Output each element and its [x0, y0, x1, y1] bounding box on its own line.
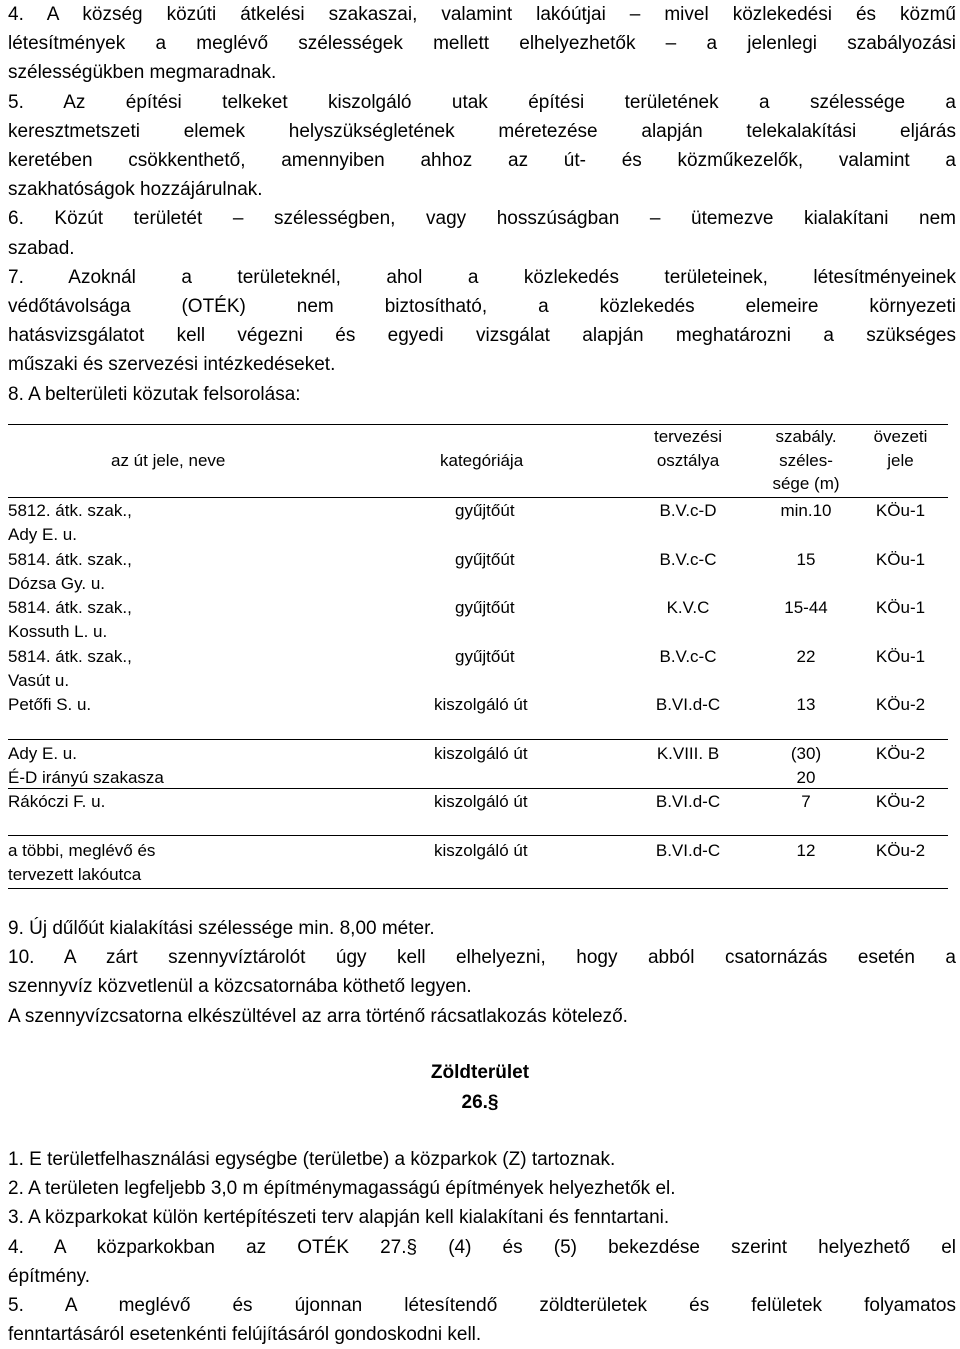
- row-name: 5812. átk. szak., Ady E. u.: [8, 501, 132, 544]
- row-category: kiszolgáló út: [434, 792, 528, 811]
- row-zone: KÖu-1: [875, 550, 926, 569]
- section-heading: Zöldterület: [430, 1062, 530, 1083]
- green-paragraph-1: 1. E területfelhasználási egységbe (területbe) a közparkok (Z) tartoznak.: [8, 1149, 616, 1170]
- row-category: kiszolgáló út: [434, 695, 528, 714]
- row-divider: [8, 788, 948, 789]
- after-table-text: [8, 914, 956, 1031]
- row-divider: [8, 835, 948, 836]
- paragraph-7-line-4: műszaki és szervezési intézkedéseket.: [8, 354, 336, 376]
- header-name: az út jele, neve: [111, 451, 226, 470]
- row-width: 22: [796, 647, 816, 666]
- row-zone: KÖu-2: [875, 841, 926, 860]
- paragraph-10-line-2: szennyvíz közvetlenül a közcsatornába köthető legyen.: [8, 976, 472, 998]
- row-zone: KÖu-1: [875, 598, 926, 617]
- row-class: B.V.c-C: [659, 550, 717, 569]
- green-paragraph-5-line-2: fenntartásáról esetenkénti felújításáról gondoskodni kell.: [8, 1324, 482, 1346]
- header-bottom-rule: [8, 497, 948, 498]
- row-zone: KÖu-2: [875, 744, 926, 763]
- row-name: 5814. átk. szak., Kossuth L. u.: [8, 598, 132, 641]
- row-category: gyűjtőút: [455, 501, 515, 520]
- paragraph-5-line-1: 5. Az építési telkeket kiszolgáló utak építési területének a szélessége a: [8, 91, 956, 113]
- row-width: 7: [801, 792, 811, 811]
- green-paragraph-5-line-1: 5. A meglévő és újonnan létesítendő zöldterületek és felületek folyamatos: [8, 1295, 956, 1317]
- header-category: kategóriája: [440, 451, 524, 470]
- row-name: Petőfi S. u.: [8, 695, 92, 714]
- row-name: Rákóczi F. u.: [8, 792, 106, 811]
- green-paragraph-4-line-1: 4. A közparkokban az OTÉK 27.§ (4) és (5) bekezdése szerint helyezhető el: [8, 1236, 956, 1258]
- row-zone: KÖu-2: [875, 695, 926, 714]
- paragraph-9: 9. Új dűlőút kialakítási szélessége min. 8,00 méter.: [8, 918, 435, 939]
- row-category: gyűjtőút: [455, 550, 515, 569]
- row-zone: KÖu-2: [875, 792, 926, 811]
- row-divider: [8, 739, 948, 740]
- paragraph-10-line-3: A szennyvízcsatorna elkészültével az arra történő rácsatlakozás kötelező.: [8, 1005, 628, 1027]
- row-class: B.V.c-C: [659, 647, 717, 666]
- paragraph-4-line-3: szélességükben megmaradnak.: [8, 62, 277, 84]
- row-category: kiszolgáló út: [434, 744, 528, 763]
- paragraph-6-line-1: 6. Közút területét – szélességben, vagy hosszúságban – ütemezve kialakítani nem: [8, 208, 956, 230]
- row-class: B.VI.d-C: [655, 792, 721, 811]
- row-width: (30) 20: [790, 744, 822, 787]
- green-paragraph-3: 3. A közparkokat külön kertépítészeti terv alapján kell kialakítani és fenntartani.: [8, 1207, 670, 1229]
- paragraph-8: 8. A belterületi közutak felsorolása:: [8, 383, 301, 405]
- table-bottom-rule: [8, 888, 948, 889]
- header-class: tervezési osztálya: [653, 427, 723, 470]
- row-category: gyűjtőút: [455, 647, 515, 666]
- row-class: B.VI.d-C: [655, 695, 721, 714]
- paragraph-4-line-2: létesítmények a meglévő szélességek mellett elhelyezhetők – a jelenlegi szabályozási: [8, 33, 956, 55]
- row-zone: KÖu-1: [875, 647, 926, 666]
- row-name: Ady E. u. É-D irányú szakasza: [8, 744, 164, 787]
- row-width: 15: [796, 550, 816, 569]
- paragraph-7-line-2: védőtávolsága (OTÉK) nem biztosítható, a közlekedés elemeire környezeti: [8, 296, 956, 318]
- document-page: [8, 0, 956, 409]
- green-paragraph-2: 2. A területen legfeljebb 3,0 m építménymagasságú építmények helyezhetők el.: [8, 1178, 676, 1200]
- row-width: 12: [796, 841, 816, 860]
- paragraph-5-line-2: keresztmetszeti elemek helyszükségletének méretezése alapján telekalakítási eljárás: [8, 120, 956, 142]
- row-class: B.V.c-D: [659, 501, 717, 520]
- header-zone: övezeti jele: [873, 427, 928, 470]
- row-name: 5814. átk. szak., Dózsa Gy. u.: [8, 550, 132, 593]
- row-width: min.10: [780, 501, 832, 520]
- green-area-text: [8, 1145, 956, 1349]
- section-number: 26.§: [461, 1092, 499, 1113]
- paragraph-10-line-1: 10. A zárt szennyvíztárolót úgy kell elhelyezni, hogy abból csatornázás esetén a: [8, 947, 956, 969]
- header-width: szabály. széles- sége (m): [772, 427, 840, 493]
- row-zone: KÖu-1: [875, 501, 926, 520]
- paragraph-5-line-3: keretében csökkenthető, amennyiben ahhoz az út- és közműkezelők, valamint a: [8, 150, 956, 172]
- paragraph-5-line-4: szakhatóságok hozzájárulnak.: [8, 179, 263, 201]
- paragraph-7-line-1: 7. Azoknál a területeknél, ahol a közlekedés területeinek, létesítményeinek: [8, 266, 956, 288]
- row-class: B.VI.d-C: [655, 841, 721, 860]
- row-name: a többi, meglévő és tervezett lakóutca: [8, 841, 156, 884]
- paragraph-4-line-1: 4. A község közúti átkelési szakaszai, valamint lakóútjai – mivel közlekedési és közmű: [8, 4, 956, 25]
- row-width: 13: [796, 695, 816, 714]
- row-name: 5814. átk. szak., Vasút u.: [8, 647, 132, 690]
- row-class: K.V.C: [666, 598, 710, 617]
- row-class: K.VIII. B: [656, 744, 720, 763]
- roads-table: [8, 424, 948, 891]
- row-width: 15-44: [784, 598, 828, 617]
- paragraph-7-line-3: hatásvizsgálatot kell végezni és egyedi vizsgálat alapján meghatározni a szükséges: [8, 325, 956, 347]
- green-paragraph-4-line-2: építmény.: [8, 1265, 91, 1287]
- paragraph-6-line-2: szabad.: [8, 237, 75, 259]
- row-category: kiszolgáló út: [434, 841, 528, 860]
- row-category: gyűjtőút: [455, 598, 515, 617]
